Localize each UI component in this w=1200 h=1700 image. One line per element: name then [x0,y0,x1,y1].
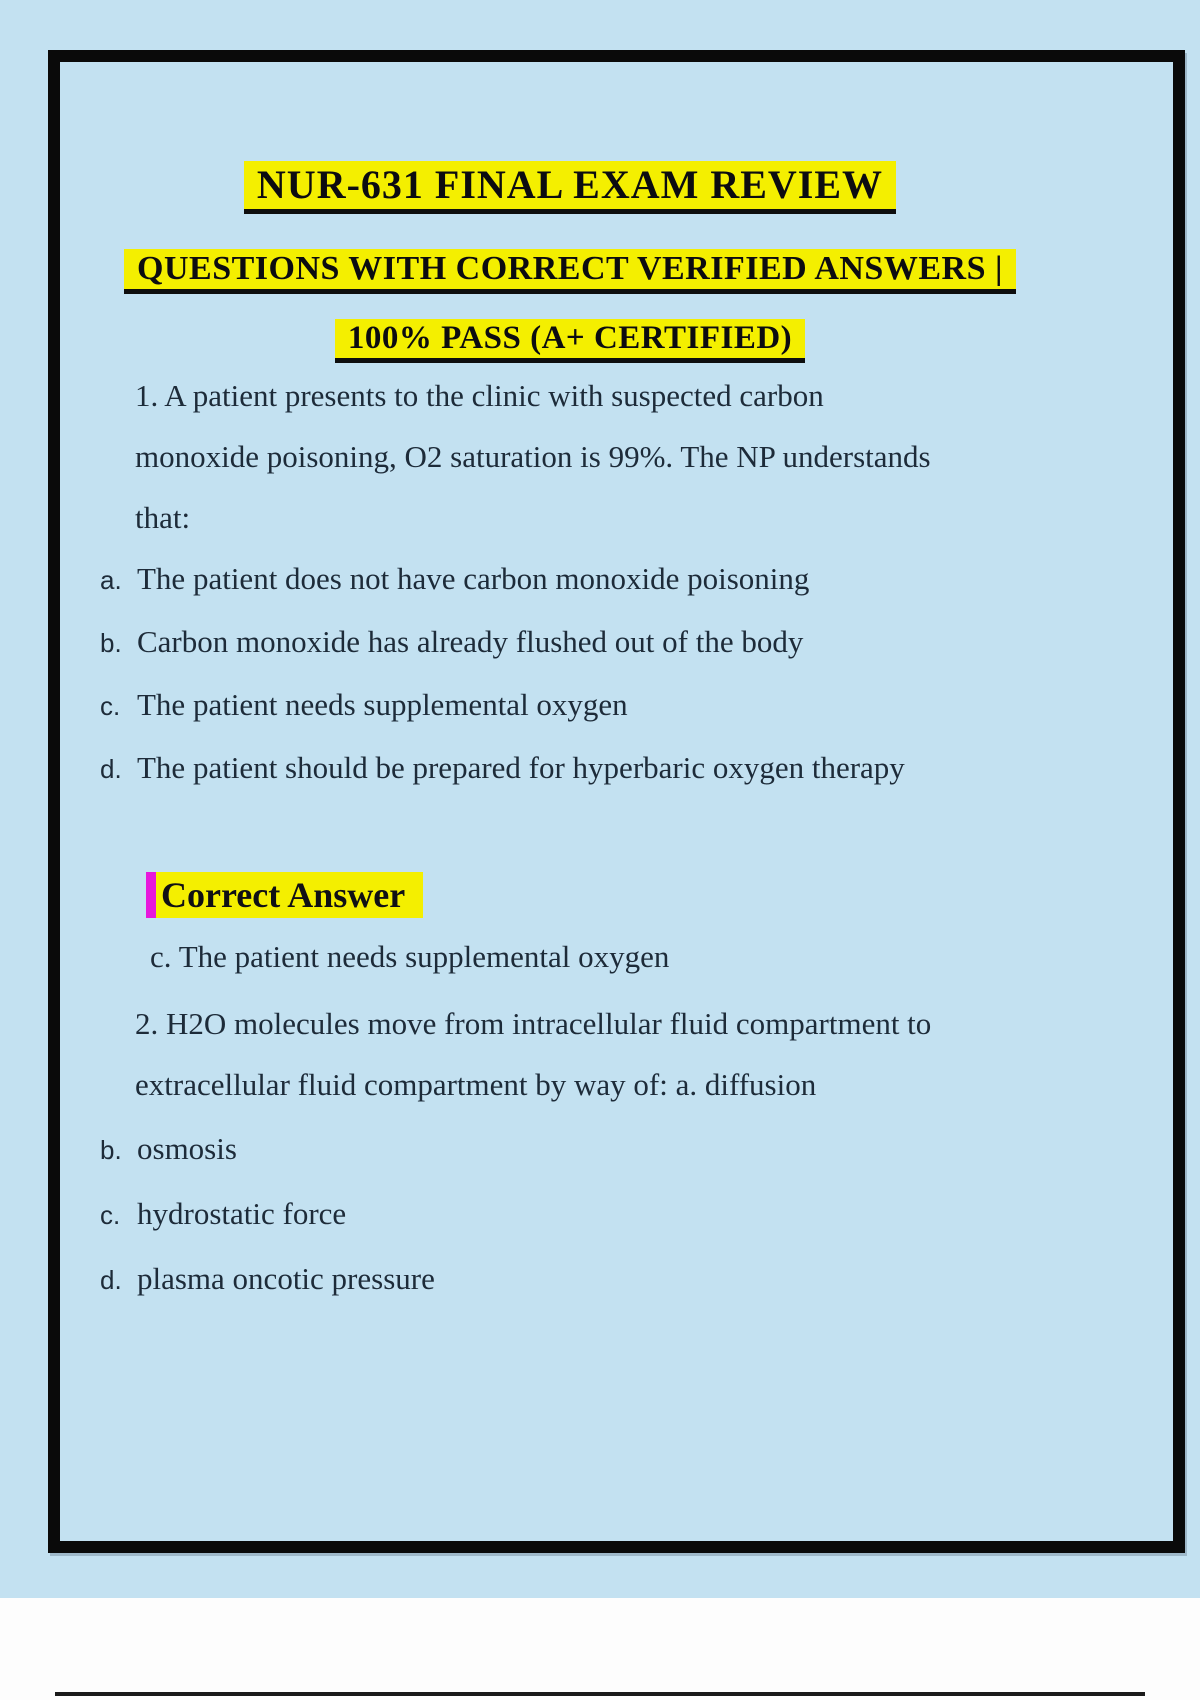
next-page-top-border [55,1692,1145,1696]
correct-answer-text: c. The patient needs supplemental oxygen [150,939,670,974]
question-1-option-c [100,674,1040,737]
option-letter: d. [100,754,122,784]
page-subtitle-line2 [100,316,1040,360]
document-content [60,62,1173,1541]
option-letter: a. [100,565,122,595]
page-subtitle-line1-text: QUESTIONS WITH CORRECT VERIFIED ANSWERS | [124,249,1016,294]
question-2-line-1: 2. H2O molecules move from intracellular fluid compartment to [135,1006,932,1041]
magenta-marker-bar [146,872,156,918]
question-2-options [100,1117,1040,1312]
question-2-option-c [100,1182,1040,1247]
option-letter: c. [100,691,121,721]
option-letter: b. [100,628,122,658]
question-1-line-1: 1. A patient presents to the clinic with suspected carbon [135,378,824,413]
correct-answer-label: Correct Answer [156,872,423,918]
question-2-text [135,993,1040,1115]
option-letter: c. [100,1200,121,1230]
option-text: hydrostatic force [137,1196,347,1231]
page-subtitle-line1 [100,246,1040,292]
page-title-text: NUR-631 FINAL EXAM REVIEW [244,161,896,214]
option-text: The patient needs supplemental oxygen [137,687,628,722]
option-text: Carbon monoxide has already flushed out of the body [137,624,804,659]
question-2-option-d [100,1247,1040,1312]
question-1-line-2: monoxide poisoning, O2 saturation is 99%. The NP understands [135,439,931,474]
option-letter: d. [100,1265,122,1295]
option-text: The patient does not have carbon monoxide poisoning [137,561,810,596]
page-title [100,158,1040,212]
option-text: The patient should be prepared for hyperbaric oxygen therapy [137,750,905,785]
option-text: osmosis [137,1131,237,1166]
option-text: plasma oncotic pressure [137,1261,435,1296]
correct-answer-row [146,872,1040,918]
document-border-frame [48,50,1185,1553]
question-2-option-b [100,1117,1040,1182]
question-1-option-d [100,737,1040,800]
page-subtitle-line2-text: 100% PASS (A+ CERTIFIED) [335,319,805,363]
question-1-text [135,365,1040,548]
question-1-option-b [100,611,1040,674]
question-1-option-a [100,548,1040,611]
option-letter: b. [100,1135,122,1165]
question-2-line-2: extracellular fluid compartment by way of: a. diffusion [135,1067,817,1102]
question-1-line-3: that: [135,500,191,535]
question-1-options [100,548,1040,800]
